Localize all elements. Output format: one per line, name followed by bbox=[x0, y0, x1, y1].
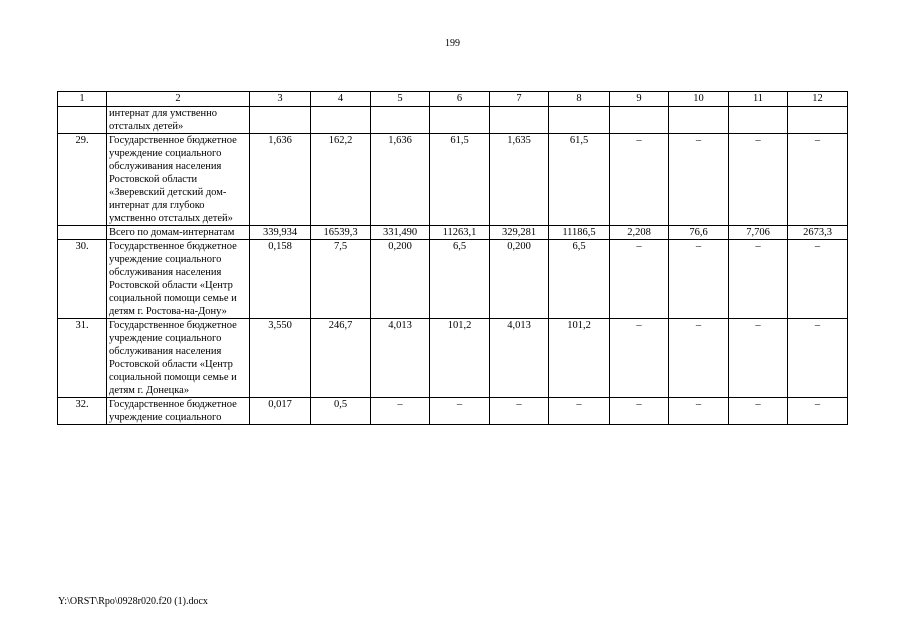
institution-name-cell: Государственное бюджетное учреждение социального обслуживания населения Ростовской области «Зверевский детский дом-интернат для глубоко умственно отсталых детей» bbox=[107, 134, 250, 226]
institution-name-cell: Всего по домам-интернатам bbox=[107, 226, 250, 240]
value-cell: 331,490 bbox=[371, 226, 430, 240]
institution-name-cell: Государственное бюджетное учреждение социального bbox=[107, 398, 250, 425]
row-number-cell bbox=[58, 226, 107, 240]
value-cell: – bbox=[610, 398, 669, 425]
value-cell: 339,934 bbox=[250, 226, 311, 240]
column-header-row bbox=[58, 92, 848, 107]
value-cell: 6,5 bbox=[430, 240, 490, 319]
value-cell: 1,636 bbox=[371, 134, 430, 226]
row-number-cell: 31. bbox=[58, 319, 107, 398]
value-cell: 6,5 bbox=[549, 240, 610, 319]
value-cell: – bbox=[669, 398, 729, 425]
value-cell: 0,017 bbox=[250, 398, 311, 425]
table-row bbox=[58, 226, 848, 240]
value-cell: – bbox=[669, 240, 729, 319]
data-table bbox=[57, 91, 848, 425]
value-cell bbox=[311, 107, 371, 134]
value-cell: 1,635 bbox=[490, 134, 549, 226]
value-cell: 11263,1 bbox=[430, 226, 490, 240]
value-cell: 11186,5 bbox=[549, 226, 610, 240]
value-cell: – bbox=[669, 134, 729, 226]
value-cell: – bbox=[729, 319, 788, 398]
column-header: 4 bbox=[311, 92, 371, 107]
row-number-cell: 30. bbox=[58, 240, 107, 319]
value-cell: 101,2 bbox=[549, 319, 610, 398]
column-header: 5 bbox=[371, 92, 430, 107]
value-cell: – bbox=[371, 398, 430, 425]
value-cell: 246,7 bbox=[311, 319, 371, 398]
value-cell: 0,5 bbox=[311, 398, 371, 425]
value-cell: – bbox=[729, 134, 788, 226]
value-cell bbox=[669, 107, 729, 134]
value-cell: – bbox=[788, 134, 848, 226]
value-cell: 3,550 bbox=[250, 319, 311, 398]
table-row bbox=[58, 107, 848, 134]
table-row bbox=[58, 240, 848, 319]
page-number: 199 bbox=[445, 38, 460, 49]
value-cell bbox=[430, 107, 490, 134]
column-header: 9 bbox=[610, 92, 669, 107]
value-cell: 0,200 bbox=[371, 240, 430, 319]
value-cell: 7,706 bbox=[729, 226, 788, 240]
value-cell: 7,5 bbox=[311, 240, 371, 319]
table-body bbox=[58, 92, 848, 425]
row-number-cell: 29. bbox=[58, 134, 107, 226]
value-cell: – bbox=[729, 398, 788, 425]
value-cell: – bbox=[729, 240, 788, 319]
column-header: 2 bbox=[107, 92, 250, 107]
value-cell bbox=[729, 107, 788, 134]
value-cell: 162,2 bbox=[311, 134, 371, 226]
value-cell: 4,013 bbox=[490, 319, 549, 398]
institution-name-cell: Государственное бюджетное учреждение социального обслуживания населения Ростовской области «Центр социальной помощи семье и детям г. Донецка» bbox=[107, 319, 250, 398]
column-header: 6 bbox=[430, 92, 490, 107]
institution-name-cell: Государственное бюджетное учреждение социального обслуживания населения Ростовской области «Центр социальной помощи семье и детям г. Ростова-на-Дону» bbox=[107, 240, 250, 319]
column-header: 10 bbox=[669, 92, 729, 107]
value-cell: 76,6 bbox=[669, 226, 729, 240]
value-cell bbox=[549, 107, 610, 134]
value-cell: 2,208 bbox=[610, 226, 669, 240]
value-cell: – bbox=[788, 319, 848, 398]
value-cell: 0,200 bbox=[490, 240, 549, 319]
value-cell bbox=[490, 107, 549, 134]
column-header: 12 bbox=[788, 92, 848, 107]
value-cell: 4,013 bbox=[371, 319, 430, 398]
value-cell: – bbox=[610, 134, 669, 226]
value-cell: 2673,3 bbox=[788, 226, 848, 240]
row-number-cell: 32. bbox=[58, 398, 107, 425]
column-header: 11 bbox=[729, 92, 788, 107]
column-header: 1 bbox=[58, 92, 107, 107]
value-cell bbox=[788, 107, 848, 134]
value-cell: 1,636 bbox=[250, 134, 311, 226]
value-cell: – bbox=[430, 398, 490, 425]
value-cell: – bbox=[490, 398, 549, 425]
value-cell: – bbox=[610, 319, 669, 398]
table-row bbox=[58, 319, 848, 398]
value-cell bbox=[250, 107, 311, 134]
value-cell: – bbox=[549, 398, 610, 425]
value-cell: 61,5 bbox=[549, 134, 610, 226]
value-cell: – bbox=[669, 319, 729, 398]
value-cell: 0,158 bbox=[250, 240, 311, 319]
value-cell: – bbox=[788, 240, 848, 319]
value-cell: 16539,3 bbox=[311, 226, 371, 240]
row-number-cell bbox=[58, 107, 107, 134]
value-cell bbox=[610, 107, 669, 134]
column-header: 3 bbox=[250, 92, 311, 107]
table-row bbox=[58, 134, 848, 226]
value-cell bbox=[371, 107, 430, 134]
value-cell: – bbox=[788, 398, 848, 425]
column-header: 8 bbox=[549, 92, 610, 107]
column-header: 7 bbox=[490, 92, 549, 107]
table-row bbox=[58, 398, 848, 425]
value-cell: 101,2 bbox=[430, 319, 490, 398]
value-cell: 61,5 bbox=[430, 134, 490, 226]
value-cell: 329,281 bbox=[490, 226, 549, 240]
institution-name-cell: интернат для умственно отсталых детей» bbox=[107, 107, 250, 134]
footer-file-path: Y:\ORST\Rpo\0928r020.f20 (1).docx bbox=[58, 596, 208, 607]
value-cell: – bbox=[610, 240, 669, 319]
